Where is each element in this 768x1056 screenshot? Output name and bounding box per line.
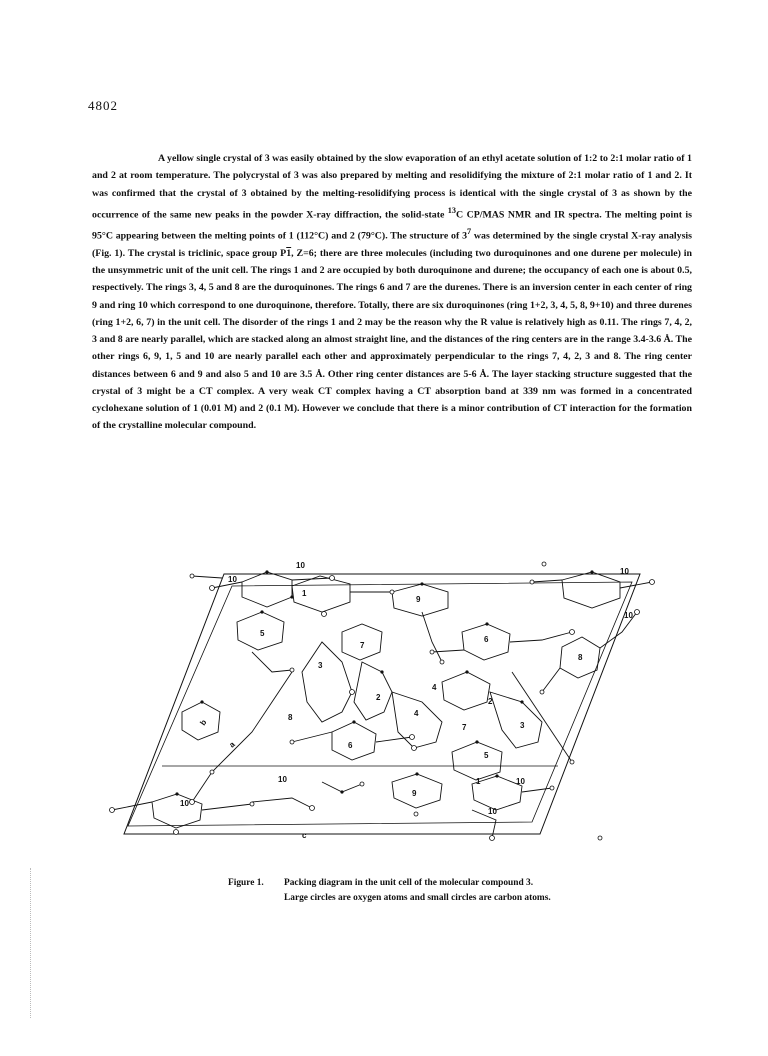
ring-label: 2 (376, 693, 381, 702)
text-run: was determined by the single crystal X-ray analysis (Fig. 1). The crystal is triclinic, space group P (92, 230, 693, 259)
atom-dots (175, 570, 593, 795)
ring-label: 8 (288, 713, 293, 722)
packing-diagram (92, 552, 692, 842)
packing-diagram-figure (92, 552, 692, 842)
ring-label: 10 (228, 575, 237, 584)
ring-label: 7 (360, 641, 365, 650)
ring-label: 3 (520, 721, 525, 730)
text-run: A yellow single crystal of 3 was easily obtained by the slow evaporation of an ethyl acetate solution of 1:2 to 2:1 molar ratio of 1 and 2 at room temperature. The polycrystal of 3 was also prepared by melting and resolidifying the mixture of 2:1 molar ratio of 1 and 2. It was confirmed that the crystal of 3 obtained by the melting-resolidifying process is identical with the single crystal of 3 as shown by the occurrence of the same new peaks in the powder X-ray diffraction, the solid-state (92, 153, 692, 221)
isotope-superscript: 13 (447, 205, 457, 215)
ring-label: 5 (484, 751, 489, 760)
unit-cell-outline (124, 574, 640, 834)
ring-label: 9 (416, 595, 421, 604)
ring-label: 10 (624, 611, 633, 620)
ring-label: 10 (620, 567, 629, 576)
ring-label: 1 (302, 589, 307, 598)
ring-label: 4 (414, 709, 419, 718)
body-paragraph (92, 150, 692, 435)
margin-rule (30, 868, 32, 1018)
caption-label: Figure 1. (228, 878, 264, 888)
ring-label: 10 (180, 799, 189, 808)
ring-label: 6 (484, 635, 489, 644)
ring-label: 2 (488, 697, 493, 706)
ring-label: 7 (462, 723, 467, 732)
unit-cell-inner-outline (128, 582, 632, 826)
ring-label: 3 (318, 661, 323, 670)
ring-label: 4 (432, 683, 437, 692)
axis-label-a: a (227, 739, 237, 750)
figure-labels (180, 561, 633, 840)
ring-label: 6 (348, 741, 353, 750)
caption-line: Large circles are oxygen atoms and small circles are carbon atoms. (284, 893, 551, 903)
ring-label: 10 (488, 807, 497, 816)
atom-circles (110, 562, 655, 841)
ring-label: 10 (516, 777, 525, 786)
ring-label: 10 (278, 775, 287, 784)
space-group-overbar: 1 (286, 247, 292, 259)
ring-label: 10 (296, 561, 305, 570)
caption-text: Packing diagram in the unit cell of the molecular compound 3. (284, 878, 534, 888)
caption-line (228, 876, 708, 891)
axis-label-c: c (302, 831, 307, 840)
axis-label-b: b (198, 717, 209, 728)
text-run: , Z=6; there are three molecules (including two duroquinones and one durene per molecule) in the unsymmetric unit of the unit cell. The rings 1 and 2 are occupied by both duroquinone and durene; the occupancy of each one is about 0.5, respectively. The rings 3, 4, 5 and 8 are the duroquinones. The rings 6 and 7 are the durenes. There is an inversion center in each center of ring 9 and ring 10 which correspond to one duroquinone, therefore. Totally, there are six duroquinones (ring 1+2, 3, 4, 5, 8, 9+10) and three durenes (ring 1+2, 6, 7) in the unit cell. The disorder of the rings 1 and 2 may be the reason why the R value is relatively high as 0.11. The rings 7, 4, 2, 3 and 8 are nearly parallel, which are stacked along an almost straight line, and the distances of the ring centers are in the range 3.4-3.6 Å. The other rings 6, 9, 1, 5 and 10 are nearly parallel each other and approximately perpendicular to the rings 7, 4, 2, 3 and 8. The ring center distances between 6 and 9 and also 5 and 10 are 3.5 Å. Other ring center distances are 5-6 Å. The layer stacking structure suggested that the crystal of 3 might be a CT complex. A very weak CT complex having a CT absorption band at 339 nm was formed in a concentrated cyclohexane solution of 1 (0.01 M) and 2 (0.1 M). However we conclude that there is a minor contribution of CT interaction for the formation of the crystalline molecular compound. (92, 247, 692, 432)
figure-caption (228, 876, 708, 906)
ring-label: 5 (260, 629, 265, 638)
page-number: 4802 (88, 98, 118, 113)
ring-label: 9 (412, 789, 417, 798)
reference-superscript: 7 (467, 227, 472, 237)
molecule-bonds (112, 572, 652, 838)
ring-label: 1 (476, 777, 481, 786)
ring-label: 8 (578, 653, 583, 662)
text-run: C CP/MAS NMR and IR spectra. The melting point is 95°C appearing between the melting points of 1 (112°C) and 2 (79°C). The structure of 3 (92, 209, 692, 242)
